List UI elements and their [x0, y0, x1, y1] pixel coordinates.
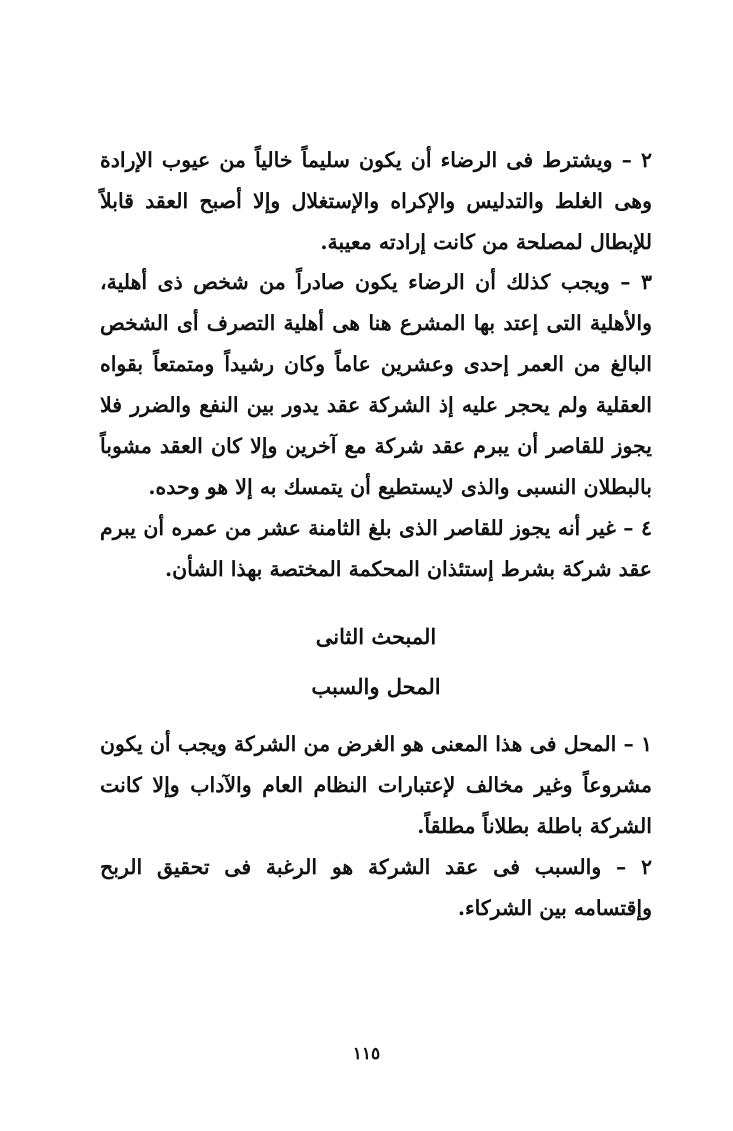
paragraph-minor-permission: ٤ – غير أنه يجوز للقاصر الذى بلغ الثامنة عشر من عمره أن يبرم عقد شركة بشرط إستئذان المحكمة المختصة بهذا الشأن. — [100, 516, 652, 581]
paragraph-legal-capacity: ٣ – ويجب كذلك أن الرضاء يكون صادراً من شخص ذى أهلية، والأهلية التى إعتد بها المشرع هنا هى أهلية التصرف أى الشخص البالغ من العمر إحدى وعشرين عاماً وكان رشيداً ومتمتعاً بقواه العقلية ولم يحجر عليه إذ الشركة عقد يدور بين النفع والضرر فلا يجوز للقاصر أن يبرم عقد شركة مع آخرين وإلا كان العقد مشوباً بالبطلان النسبى والذى لايستطيع أن يتمسك به إلا هو وحده. — [100, 270, 652, 499]
page-number: ١١٥ — [352, 1044, 381, 1064]
paragraph-object: ١ – المحل فى هذا المعنى هو الغرض من الشركة ويجب أن يكون مشروعاً وغير مخالف لإعتبارات النظام العام والآداب وإلا كانت الشركة باطلة بطلاناً مطلقاً. — [100, 732, 652, 838]
paragraph-consent-defects: ٢ – ويشترط فى الرضاء أن يكون سليماً خالياً من عيوب الإرادة وهى الغلط والتدليس والإكراه والإستغلال وإلا أصبح العقد قابلاً للإبطال لمصلحة من كانت إرادته معيبة. — [100, 148, 652, 254]
section-subheading: المحل والسبب — [311, 674, 441, 699]
section-heading: المبحث الثانى — [315, 624, 437, 649]
paragraph-cause: ٢ – والسبب فى عقد الشركة هو الرغبة فى تحقيق الربح وإقتسامه بين الشركاء. — [100, 855, 652, 920]
